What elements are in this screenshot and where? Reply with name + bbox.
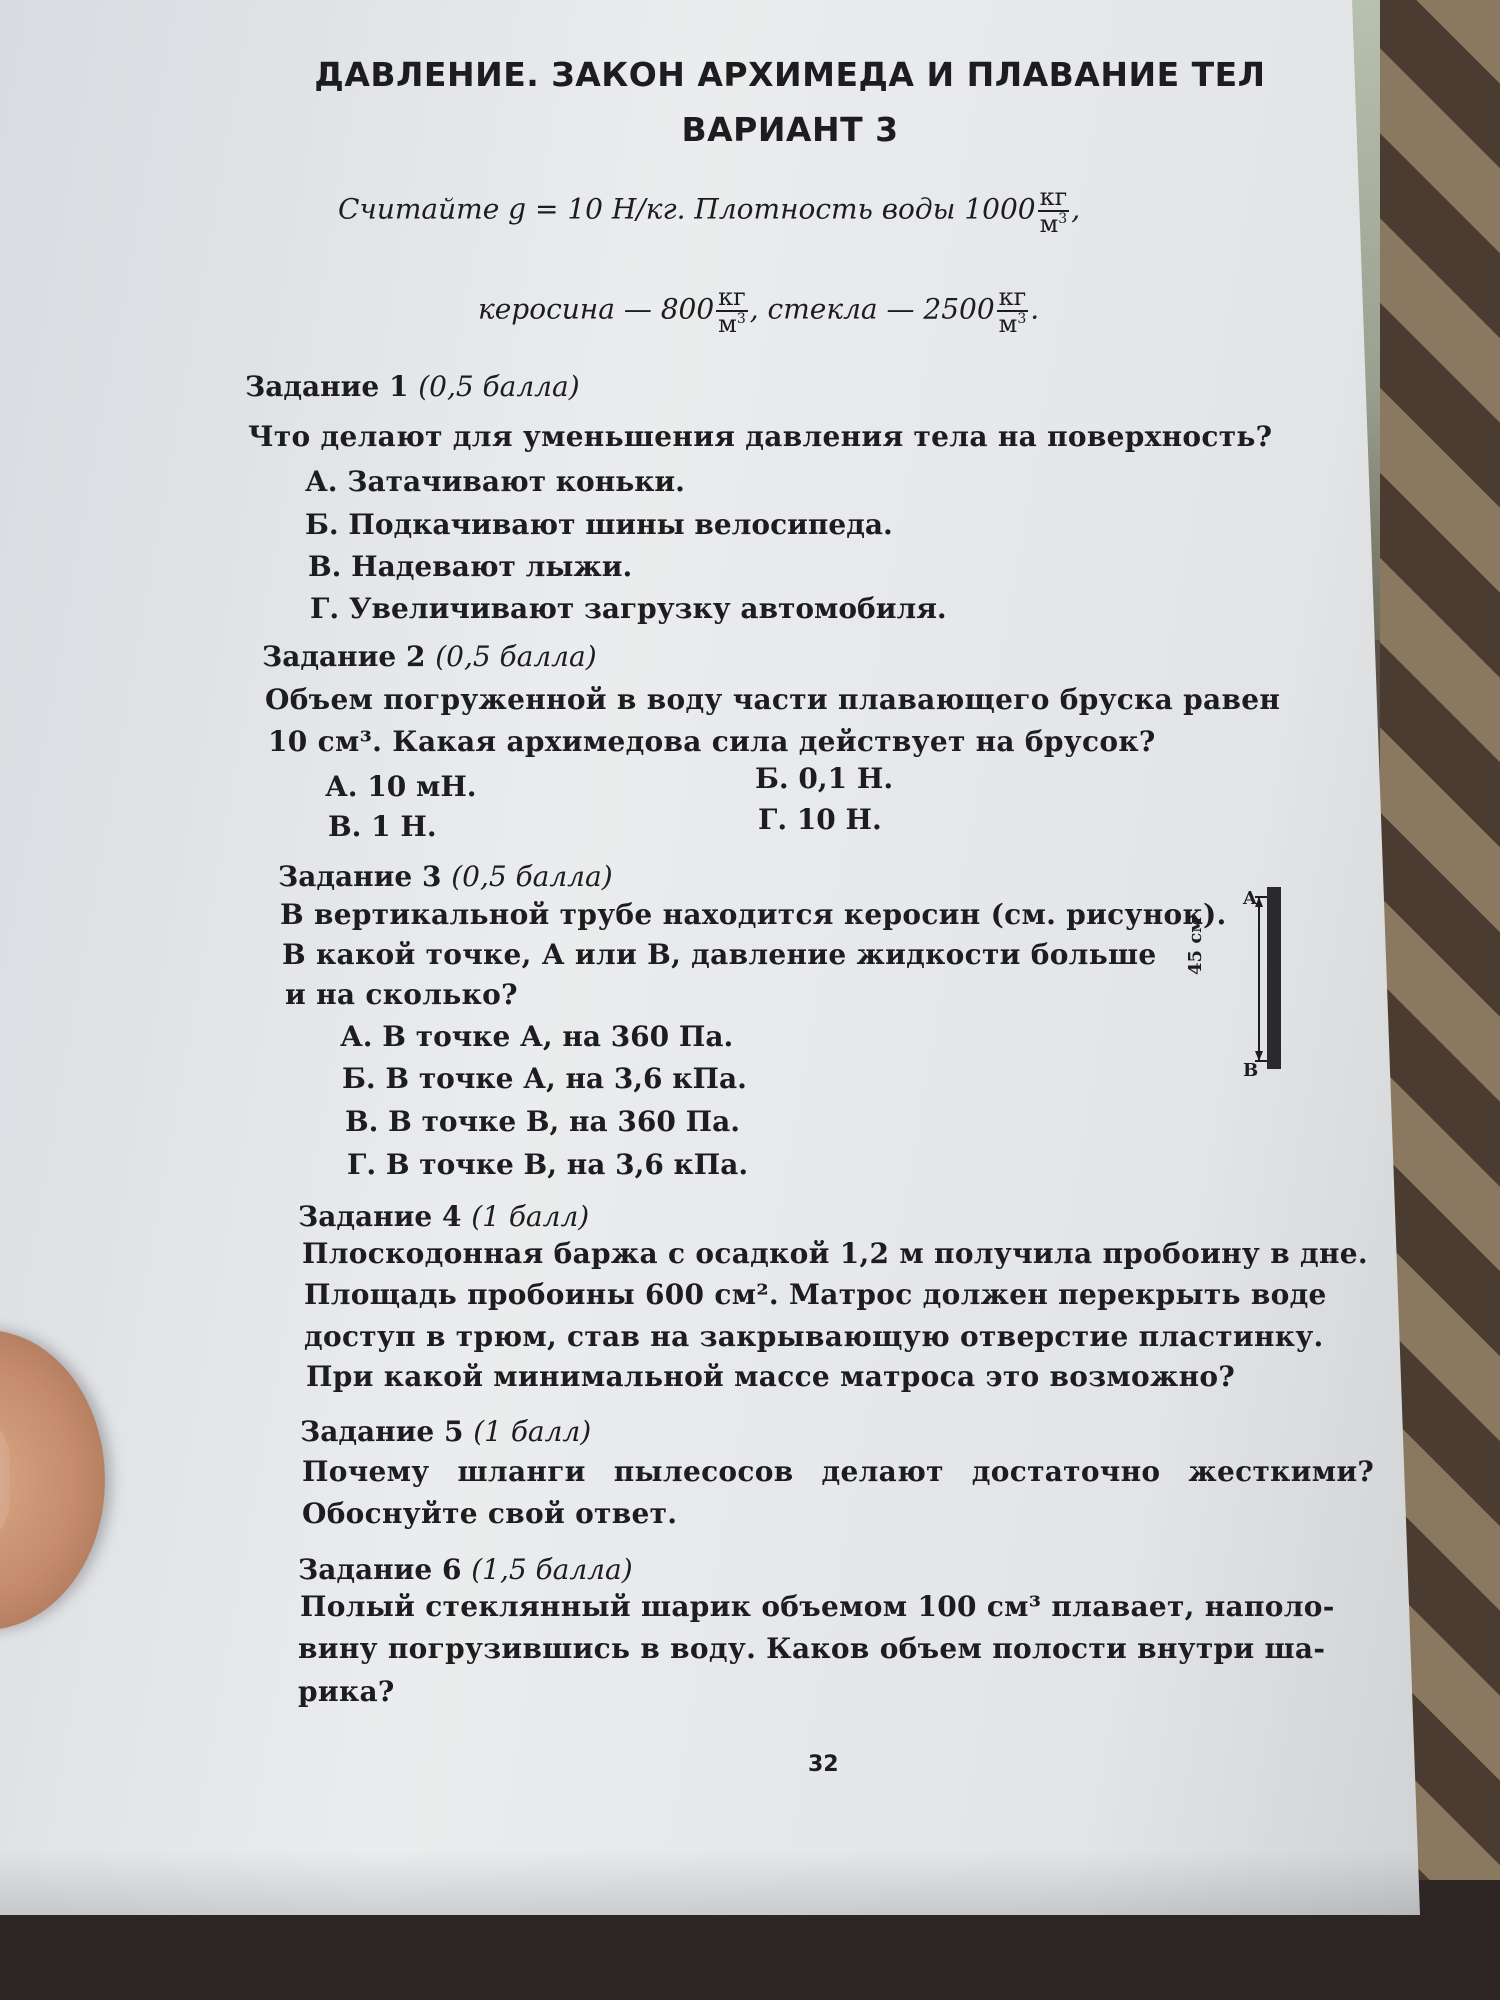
pipe-wall [1267,887,1281,1069]
pipe-diagram [1215,885,1285,1075]
task-3-option-c: В. В точке В, на 360 Па. [345,1105,740,1138]
task-4-question-line-3: доступ в трюм, став на закрывающую отверстие пластинку. [304,1320,1324,1353]
given-text-glass: , стекла — 2500 [749,292,995,326]
page-number: 32 [808,1752,839,1777]
page-title: ДАВЛЕНИЕ. ЗАКОН АРХИМЕДА И ПЛАВАНИЕ ТЕЛ [314,55,1266,94]
task-1-option-b: Б. Подкачивают шины велосипеда. [305,508,893,541]
task-2-option-d: Г. 10 Н. [758,803,882,836]
task-4-question-line-1: Плоскодонная баржа с осадкой 1,2 м получила пробоину в дне. [302,1237,1368,1270]
task-3-question-line-3: и на сколько? [285,978,518,1011]
task-1-question: Что делают для уменьшения давления тела на поверхность? [248,420,1273,453]
task-2-question-line-2: 10 см³. Какая архимедова сила действует на брусок? [268,725,1156,758]
task-3-question-line-1: В вертикальной трубе находится керосин (см. рисунок). [280,898,1227,931]
task-5-header: Задание 5 (1 балл) [300,1415,592,1448]
pipe-figure [1215,885,1285,1075]
task-6-question-line-2: вину погрузившись в воду. Каков объем полости внутри ша- [298,1632,1326,1665]
given-line-2: керосина — 800 $\frac{кг}{м^3}$ , стекла — 2500 $\frac{кг}{м^3}$ . [478,283,1040,339]
task-6-header: Задание 6 (1,5 балла) [298,1553,633,1586]
task-2-option-c: В. 1 Н. [328,810,437,843]
dimension-label: 45 см [1185,917,1206,975]
task-3-question-line-2: В какой точке, А или В, давление жидкости больше [282,938,1157,971]
given-text-kerosene: керосина — 800 [478,292,715,326]
fraction-water: $\frac{кг}{м^3}$ [1039,183,1068,239]
task-1-header: Задание 1 (0,5 балла) [245,370,580,403]
task-3-option-d: Г. В точке В, на 3,6 кПа. [347,1148,749,1181]
task-1-option-a: А. Затачивают коньки. [305,465,685,498]
task-4-question-line-4: При какой минимальной массе матроса это возможно? [306,1360,1236,1393]
task-3-header: Задание 3 (0,5 балла) [278,860,613,893]
point-a-label: A [1243,888,1257,909]
task-3-option-b: Б. В точке А, на 3,6 кПа. [342,1062,747,1095]
point-b-label: B [1243,1060,1259,1081]
task-4-header: Задание 4 (1 балл) [298,1200,590,1233]
variant-title: ВАРИАНТ 3 [681,110,899,149]
given-line-1: Считайте g = 10 Н/кг. Плотность воды 1000 $\frac{кг}{м^3}$ , [338,183,1081,239]
task-6-question-line-3: рика? [298,1675,395,1708]
task-2-option-a: А. 10 мН. [325,770,477,803]
thumb-highlight [0,1410,10,1550]
task-2-header: Задание 2 (0,5 балла) [262,640,597,673]
task-5-question-line-1: Почему шланги пылесосов делают достаточно жесткими? [302,1455,1375,1488]
fraction-glass: $\frac{кг}{м^3}$ [998,283,1027,339]
task-6-question-line-1: Полый стеклянный шарик объемом 100 см³ плавает, наполо- [300,1590,1335,1623]
task-4-question-line-2: Площадь пробоины 600 см². Матрос должен перекрыть воде [304,1278,1327,1311]
task-3-option-a: А. В точке А, на 360 Па. [340,1020,734,1053]
task-2-question-line-1: Объем погруженной в воду части плавающего бруска равен [265,683,1281,716]
task-5-question-line-2: Обоснуйте свой ответ. [302,1497,678,1530]
given-text-water: Считайте g = 10 Н/кг. Плотность воды 1000 [338,192,1036,226]
task-1-option-d: Г. Увеличивают загрузку автомобиля. [310,592,947,625]
task-1-option-c: В. Надевают лыжи. [308,550,633,583]
task-2-option-b: Б. 0,1 Н. [755,762,894,795]
fraction-kerosene: $\frac{кг}{м^3}$ [718,283,746,339]
